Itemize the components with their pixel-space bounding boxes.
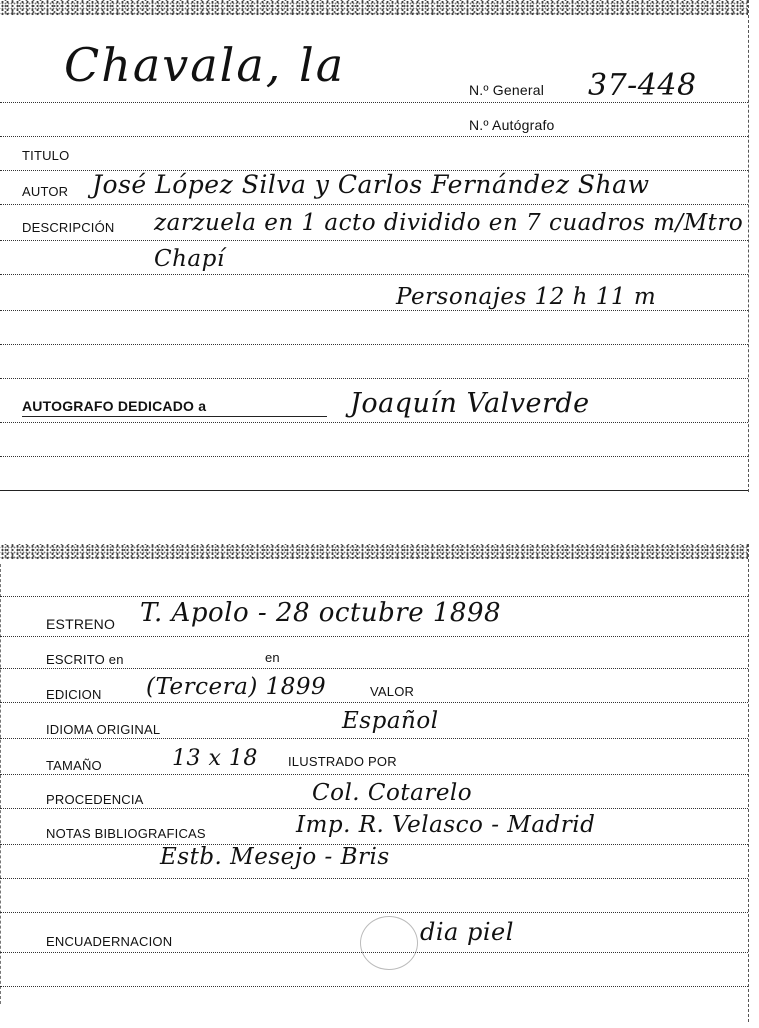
- procedencia-label: PROCEDENCIA: [46, 792, 144, 807]
- card-left-edge: [0, 564, 15, 1004]
- escrito-en-label: en: [265, 650, 280, 665]
- rule: [0, 636, 748, 637]
- personajes-value: Personajes 12 h 11 m: [396, 284, 657, 310]
- edicion-value: (Tercera) 1899: [146, 674, 327, 700]
- edicion-label: EDICION: [46, 687, 102, 702]
- rule: [0, 378, 748, 379]
- notas-value-line-1: Imp. R. Velasco - Madrid: [296, 812, 596, 838]
- rule: [0, 456, 748, 457]
- idioma-value: Español: [342, 708, 439, 734]
- ilustrado-label: ILUSTRADO POR: [288, 754, 397, 769]
- rule: [0, 986, 748, 987]
- rule: [0, 596, 748, 597]
- descripcion-label: DESCRIPCIÓN: [22, 220, 115, 235]
- autograph-number-label: N.º Autógrafo: [469, 117, 555, 133]
- catalog-card-top: [0, 0, 749, 492]
- dedicado-label: AUTOGRAFO DEDICADO a: [22, 398, 207, 414]
- encuadernacion-label: ENCUADERNACION: [46, 934, 173, 949]
- rule: [0, 952, 748, 953]
- general-number-label: N.º General: [469, 82, 545, 98]
- tamano-label: TAMAÑO: [46, 758, 102, 773]
- rule: [0, 344, 748, 345]
- estreno-label: ESTRENO: [46, 616, 116, 632]
- titulo-label: TITULO: [22, 148, 70, 163]
- rule: [0, 310, 748, 311]
- rule: [0, 422, 748, 423]
- rule: [0, 136, 748, 137]
- tamano-value: 13 x 18: [172, 746, 258, 771]
- dedicado-underline: [22, 416, 327, 417]
- card-top-edge-texture: [0, 0, 748, 16]
- rule: [0, 738, 748, 739]
- idioma-label: IDIOMA ORIGINAL: [46, 722, 161, 737]
- escrito-label: ESCRITO en: [46, 652, 124, 667]
- notas-value-line-2: Estb. Mesejo - Bris: [160, 844, 390, 870]
- catalog-card-bottom: [0, 544, 749, 1022]
- descripcion-value-line-1: zarzuela en 1 acto dividido en 7 cuadros m/Mtro: [154, 210, 744, 236]
- card-bottom-edge-texture: [0, 544, 748, 560]
- card-bottom-edge: [0, 490, 748, 491]
- rule: [0, 668, 748, 669]
- autor-label: AUTOR: [22, 184, 69, 199]
- title-handwritten: Chavala, la: [64, 38, 346, 92]
- estreno-value: T. Apolo - 28 octubre 1898: [140, 598, 502, 628]
- autor-value: José López Silva y Carlos Fernández Shaw: [92, 170, 650, 199]
- descripcion-value-line-2: Chapí: [154, 246, 225, 272]
- rule: [0, 774, 748, 775]
- valor-label: VALOR: [370, 684, 415, 699]
- rule: [0, 808, 748, 809]
- general-number-value: 37-448: [588, 68, 697, 103]
- rule: [0, 102, 748, 103]
- rule: [0, 240, 748, 241]
- rule: [0, 274, 748, 275]
- notas-label: NOTAS BIBLIOGRAFICAS: [46, 826, 206, 841]
- procedencia-value: Col. Cotarelo: [312, 780, 473, 806]
- dedicado-value: Joaquín Valverde: [350, 388, 590, 419]
- rule: [0, 702, 748, 703]
- encuadernacion-value: dia piel: [420, 918, 514, 946]
- paper-damage-spot: [360, 916, 418, 970]
- rule: [0, 878, 748, 879]
- rule: [0, 204, 748, 205]
- rule: [0, 912, 748, 913]
